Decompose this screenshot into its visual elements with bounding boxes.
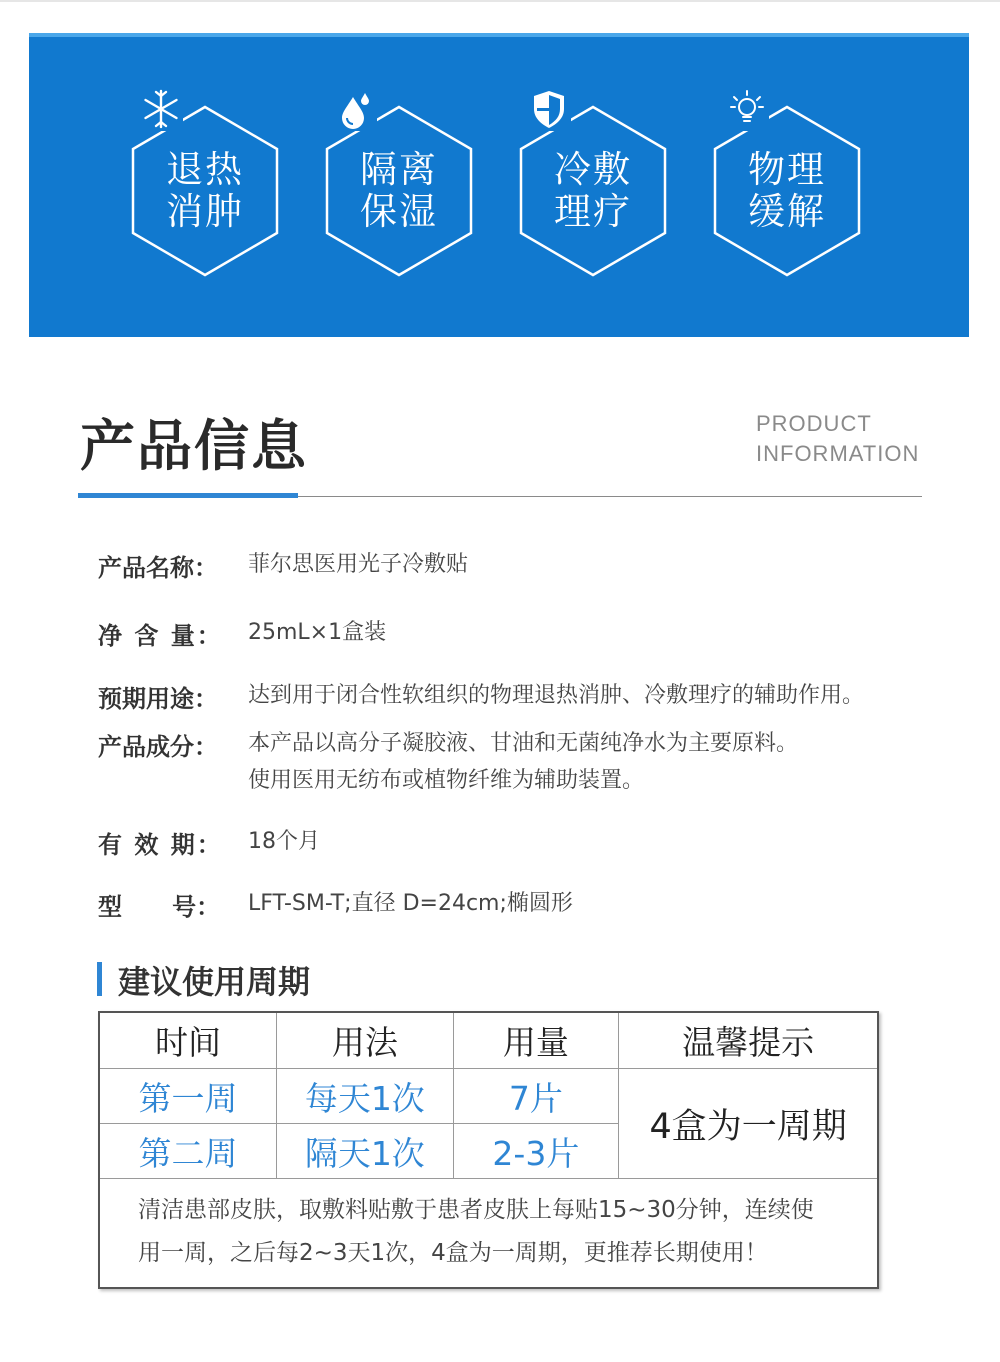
snowflake-icon <box>139 87 183 131</box>
badge-text: 冷敷 理疗 <box>554 148 632 233</box>
water-drop-icon <box>333 87 377 131</box>
badge-moisture <box>323 105 475 277</box>
table-row <box>99 1069 878 1124</box>
usage-heading: 建议使用周期 <box>118 963 311 1001</box>
badge-text: 退热 消肿 <box>166 148 244 233</box>
table-cell: 隔天1次 <box>277 1124 454 1179</box>
table-cell: 每天1次 <box>277 1069 454 1124</box>
title-divider-accent <box>78 493 298 498</box>
badge-text: 物理 缓解 <box>748 148 826 233</box>
table-header-row <box>99 1012 878 1069</box>
table-header: 时间 <box>99 1012 277 1069</box>
lightbulb-icon <box>725 87 769 131</box>
usage-table <box>98 1011 879 1289</box>
table-cell: 7片 <box>453 1069 619 1124</box>
usage-note: 清洁患部皮肤，取敷料贴敷于患者皮肤上每贴15~30分钟，连续使 用一周，之后每2~3天1次，4盒为一周期，更推荐长期使用！ <box>99 1179 878 1289</box>
section-title: 产品信息 <box>80 414 309 478</box>
badge-cooling <box>129 105 281 277</box>
badge-physical-relief <box>711 105 863 277</box>
section-english-title: PRODUCT INFORMATION <box>756 411 920 466</box>
table-cell: 第一周 <box>99 1069 277 1124</box>
shield-icon <box>527 87 571 131</box>
table-note-row <box>99 1179 878 1289</box>
table-header: 用法 <box>277 1012 454 1069</box>
table-cell: 2-3片 <box>453 1124 619 1179</box>
top-divider <box>0 0 1000 2</box>
badge-cold-therapy <box>517 105 669 277</box>
feature-banner <box>29 33 969 337</box>
tip-cell: 4盒为一周期 <box>619 1069 878 1179</box>
badge-text: 隔离 保湿 <box>360 148 438 233</box>
table-header: 用量 <box>453 1012 619 1069</box>
subheading-accent-bar <box>97 962 102 996</box>
table-header: 温馨提示 <box>619 1012 878 1069</box>
table-cell: 第二周 <box>99 1124 277 1179</box>
